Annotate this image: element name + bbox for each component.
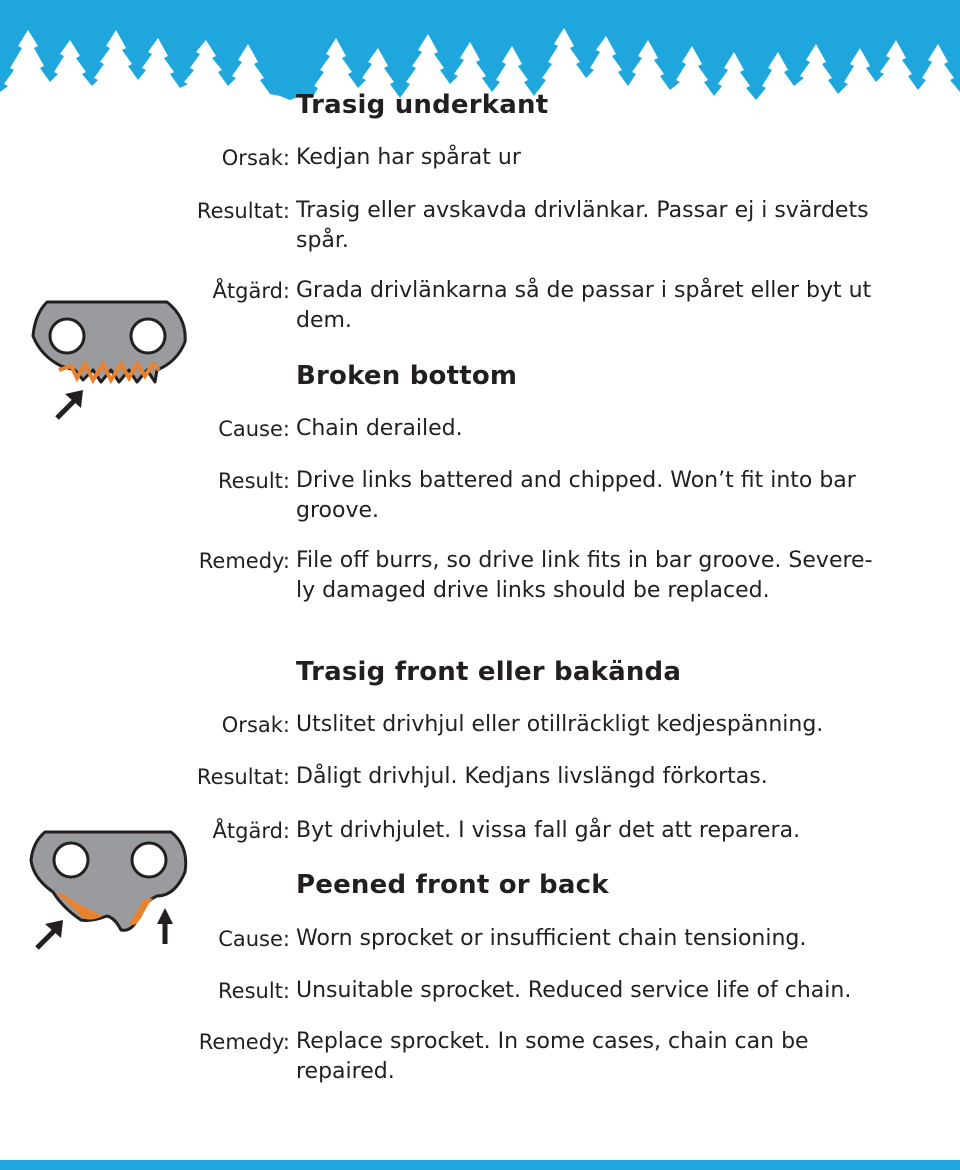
resultat-label: Resultat: [196,199,290,223]
resultat-value: Trasig eller avskavda drivlänkar. Passar ej i svärdets spår. [296,198,869,253]
broken-bottom-drive-link-icon [25,290,195,425]
remedy-value: Replace sprocket. In some cases, chain can be repaired. [296,1029,809,1084]
rivet-hole-left [50,319,84,353]
rivet-hole-left [54,843,88,877]
bottom-bar [0,1160,960,1170]
cause-label: Cause: [218,417,290,441]
atgard-value: Byt drivhjulet. I vissa fall går det att reparera. [296,818,801,843]
cause-value: Chain derailed. [296,416,463,441]
result-label: Result: [218,469,290,493]
orsak-label: Orsak: [221,713,290,737]
cause-value: Worn sprocket or insufficient chain tensioning. [296,926,807,951]
remedy-label: Remedy: [198,549,290,573]
peened-front-back-drive-link-icon [25,820,195,955]
resultat-label: Resultat: [196,765,290,789]
section-heading-broken-bottom: Broken bottom [296,361,518,391]
orsak-value: Utslitet drivhjul eller otillräckligt kedjespänning. [296,712,824,737]
rivet-hole-right [131,319,165,353]
arrow-icon [37,920,63,948]
result-label: Result: [218,979,290,1003]
resultat-value: Dåligt drivhjul. Kedjans livslängd förkortas. [296,764,768,789]
remedy-label: Remedy: [198,1030,290,1054]
atgard-label: Åtgärd: [212,819,290,843]
orsak-value: Kedjan har spårat ur [296,145,521,170]
atgard-value: Grada drivlänkarna så de passar i spåret eller byt ut dem. [296,278,872,333]
arrow-icon [57,390,83,418]
orsak-label: Orsak: [221,146,290,170]
result-value: Unsuitable sprocket. Reduced service life of chain. [296,978,852,1003]
cause-label: Cause: [218,927,290,951]
section-heading-trasig-front-eller-bakanda: Trasig front eller bakända [296,657,682,687]
section-heading-trasig-underkant: Trasig underkant [296,90,549,120]
rivet-hole-right [132,843,166,877]
atgard-label: Åtgärd: [212,279,290,303]
result-value: Drive links battered and chipped. Won’t fit into bar groove. [296,468,856,523]
arrow-up-icon [157,908,173,944]
section-heading-peened-front-or-back: Peened front or back [296,870,609,900]
remedy-value: File off burrs, so drive link fits in bar groove. Severe-ly damaged drive links should be replaced. [296,548,873,603]
